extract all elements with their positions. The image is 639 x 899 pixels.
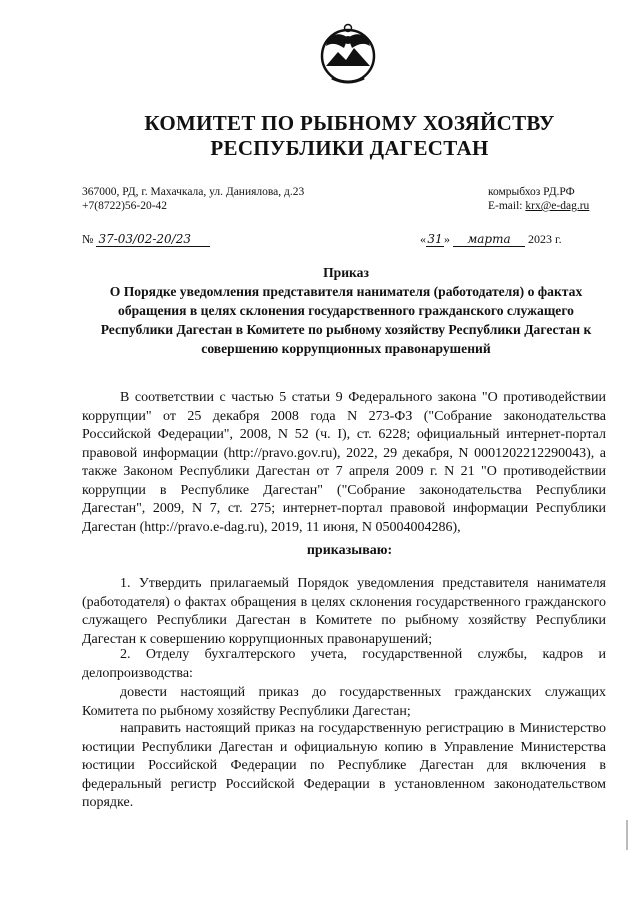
document-title bbox=[82, 263, 610, 358]
dagestan-coat-of-arms-icon bbox=[318, 22, 378, 88]
website: комрыбхоз РД.РФ bbox=[488, 186, 575, 198]
date-open-quote: « bbox=[420, 232, 426, 246]
order-word: приказываю: bbox=[306, 543, 393, 558]
date-year: 2023 г. bbox=[528, 232, 562, 246]
order-item-2: 2. Отделу бухгалтерского учета, государственной службы, кадров и делопроизводства: bbox=[82, 647, 606, 681]
date-day: 31 bbox=[427, 232, 443, 246]
date-month: марта bbox=[453, 232, 525, 247]
email-label: E-mail: bbox=[488, 200, 523, 212]
organization-name-line2: РЕСПУБЛИКИ ДАГЕСТАН bbox=[210, 136, 489, 160]
organization-contacts bbox=[488, 185, 589, 213]
document-number bbox=[82, 232, 210, 247]
email-line bbox=[488, 199, 589, 213]
preamble-paragraph: В соответствии с частью 5 статьи 9 Федерального закона "О противодействии коррупции" от 25 декабря 2008 года N 273-ФЗ ("Собрание законодательства Российской Федерации", 2008, N 52 (ч. I), ст. 6228; официальный интернет-портал правовой информации (http://pravo.gov.ru), 2022, 29 декабря, N 0001202212290043), а также Законом Республики Дагестан от 7 апреля 2009 г. N 21 "О противодействии коррупции в Республике Дагестан" ("Собрание законодательства Республики Дагестан", 2009, N 7, ст. 275; интернет-портал правовой информации Республики Дагестан (http://pravo.e-dag.ru), 2019, 11 июня, N 05004004286), bbox=[82, 390, 606, 535]
order-item-1: 1. Утвердить прилагаемый Порядок уведомления представителя нанимателя (работодателя) о фактах обращения в целях склонения государственного гражданского служащего Республики Дагестан в Комитете по рыбному хозяйству Республики Дагестан к совершению коррупционных правонарушений; bbox=[82, 576, 606, 647]
order-item-2b: направить настоящий приказ на государственную регистрацию в Министерство юстиции Республики Дагестан и официальную копию в Управление Министерства юстиции Российской Федерации по Республике Дагестан для включения в федеральный регистр Российской Федерации в установленном законодательством порядке. bbox=[82, 721, 606, 810]
document-subject: О Порядке уведомления представителя нанимателя (работодателя) о фактах обращения в целях склонения государственного гражданского служащего Республики Дагестан в Комитете по рыбному хозяйству Республики Дагестан к совершению коррупционных правонарушений bbox=[100, 284, 592, 356]
address-line: 367000, РД, г. Махачкала, ул. Даниялова, д.23 bbox=[82, 186, 305, 198]
number-value: 37-03/02-20/23 bbox=[96, 232, 210, 247]
date-close-quote: » bbox=[444, 232, 450, 246]
organization-address bbox=[82, 185, 304, 213]
number-prefix: № bbox=[82, 232, 94, 246]
email-address: krx@e-dag.ru bbox=[525, 200, 590, 212]
phone-line: +7(8722)56-20-42 bbox=[82, 200, 168, 212]
margin-mark bbox=[626, 820, 628, 850]
document-kind: Приказ bbox=[323, 265, 369, 280]
organization-name-line1: КОМИТЕТ ПО РЫБНОМУ ХОЗЯЙСТВУ bbox=[144, 111, 555, 135]
order-item-2a: довести настоящий приказ до государственных гражданских служащих Комитета по рыбному хозяйству Республики Дагестан; bbox=[82, 685, 606, 719]
document-date bbox=[420, 232, 562, 247]
